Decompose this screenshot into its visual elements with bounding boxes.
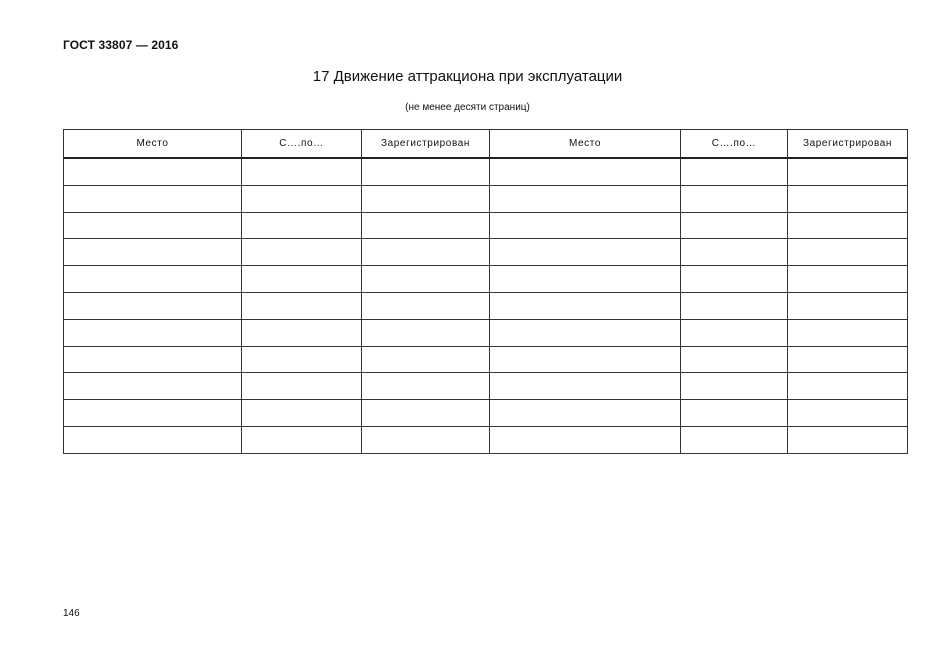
table-header-row	[64, 130, 908, 159]
table-cell	[681, 185, 788, 212]
table-cell	[242, 185, 362, 212]
table-cell	[681, 292, 788, 319]
table-cell	[64, 426, 242, 453]
table-cell	[490, 319, 681, 346]
document-standard-header: ГОСТ 33807 — 2016	[63, 38, 179, 52]
table-cell	[64, 292, 242, 319]
table-cell	[788, 239, 908, 266]
column-header-period: С….по…	[681, 130, 788, 159]
column-header-place: Место	[64, 130, 242, 159]
table-cell	[681, 158, 788, 185]
table-cell	[788, 212, 908, 239]
table-cell	[64, 346, 242, 373]
table-row	[64, 426, 908, 453]
table-cell	[242, 292, 362, 319]
table-cell	[681, 400, 788, 427]
table-row	[64, 266, 908, 293]
table-cell	[64, 400, 242, 427]
table-cell	[490, 426, 681, 453]
table-cell	[242, 266, 362, 293]
table-row	[64, 373, 908, 400]
table-row	[64, 400, 908, 427]
table-cell	[681, 266, 788, 293]
table-cell	[242, 239, 362, 266]
table-row	[64, 212, 908, 239]
table-cell	[242, 426, 362, 453]
table-cell	[362, 426, 490, 453]
table-cell	[681, 426, 788, 453]
table-cell	[681, 212, 788, 239]
table-cell	[362, 373, 490, 400]
table-cell	[788, 373, 908, 400]
table-row	[64, 158, 908, 185]
table-cell	[64, 266, 242, 293]
table-cell	[242, 212, 362, 239]
table-cell	[681, 319, 788, 346]
table-cell	[362, 319, 490, 346]
table-cell	[362, 185, 490, 212]
table-cell	[64, 373, 242, 400]
table-row	[64, 292, 908, 319]
table-cell	[490, 346, 681, 373]
table-cell	[788, 266, 908, 293]
section-note: (не менее десяти страниц)	[405, 102, 530, 113]
column-header-registered: Зарегистрирован	[788, 130, 908, 159]
table-row	[64, 239, 908, 266]
column-header-period: С….по…	[242, 130, 362, 159]
table-cell	[242, 346, 362, 373]
table-cell	[788, 426, 908, 453]
table-header	[64, 130, 908, 159]
table-cell	[362, 158, 490, 185]
table-cell	[490, 266, 681, 293]
table-cell	[490, 158, 681, 185]
table-cell	[490, 292, 681, 319]
table-cell	[681, 346, 788, 373]
table-cell	[242, 373, 362, 400]
movement-log-table	[63, 129, 908, 454]
table-row	[64, 346, 908, 373]
table-cell	[362, 400, 490, 427]
page-number: 146	[63, 608, 80, 619]
table-cell	[788, 158, 908, 185]
column-header-registered: Зарегистрирован	[362, 130, 490, 159]
table-cell	[788, 400, 908, 427]
table-row	[64, 319, 908, 346]
table-cell	[242, 319, 362, 346]
table-cell	[490, 400, 681, 427]
table-cell	[362, 292, 490, 319]
table-cell	[490, 239, 681, 266]
table-cell	[490, 373, 681, 400]
table-cell	[242, 400, 362, 427]
section-title: 17 Движение аттракциона при эксплуатации	[312, 68, 623, 85]
table-cell	[788, 292, 908, 319]
table-cell	[490, 212, 681, 239]
table-cell	[788, 185, 908, 212]
table-body	[64, 158, 908, 453]
table-row	[64, 185, 908, 212]
table-cell	[490, 185, 681, 212]
table-cell	[64, 239, 242, 266]
table-cell	[788, 346, 908, 373]
table-cell	[681, 239, 788, 266]
table-cell	[64, 185, 242, 212]
table-cell	[362, 266, 490, 293]
table-cell	[362, 346, 490, 373]
table-cell	[64, 158, 242, 185]
table-cell	[362, 239, 490, 266]
table-cell	[362, 212, 490, 239]
column-header-place: Место	[490, 130, 681, 159]
table-cell	[242, 158, 362, 185]
table-cell	[681, 373, 788, 400]
table-cell	[64, 319, 242, 346]
table-cell	[64, 212, 242, 239]
table-cell	[788, 319, 908, 346]
